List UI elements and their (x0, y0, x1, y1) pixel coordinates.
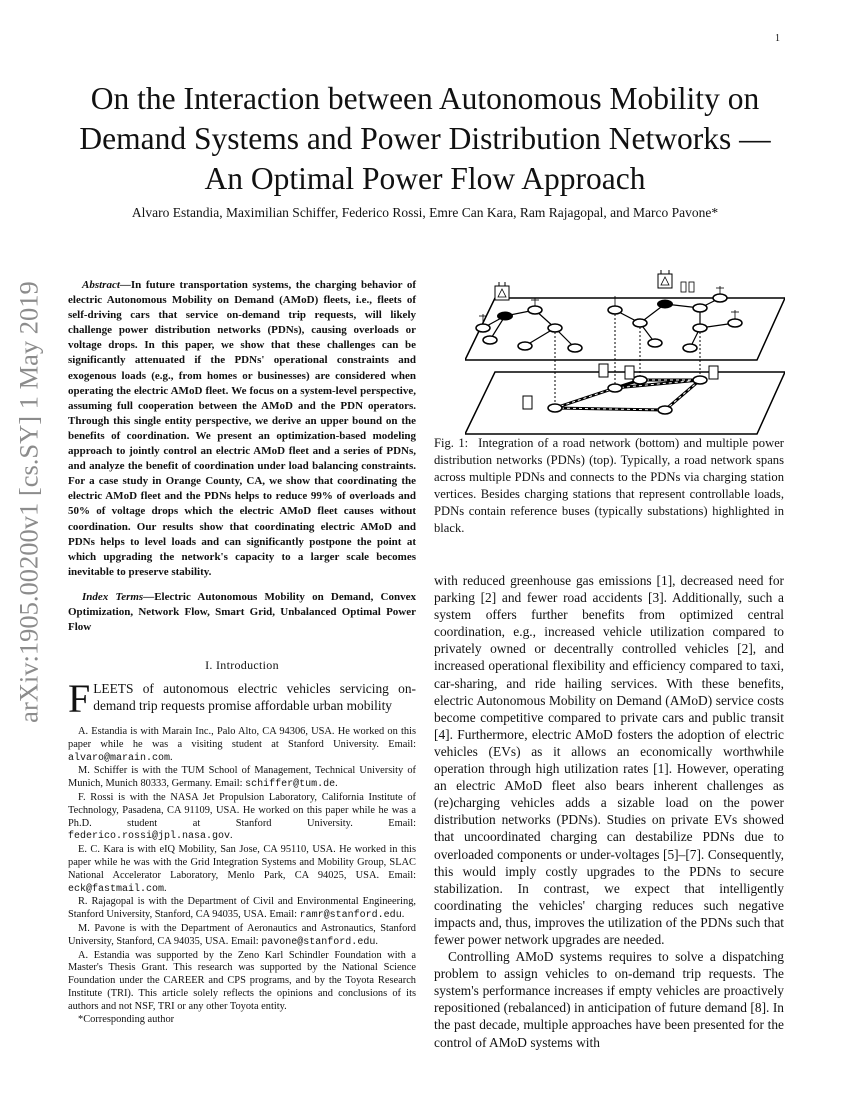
substation-icon (495, 282, 509, 300)
arxiv-identifier: arXiv:1905.00200v1 [cs.SY] 1 May 2019 (13, 281, 44, 723)
figure-label: Fig. 1: (434, 436, 469, 450)
footnotes (68, 726, 416, 1026)
email-link[interactable]: ramr@stanford.edu (299, 910, 402, 922)
drop-cap: F (68, 676, 91, 721)
body-text (434, 572, 784, 1051)
index-terms-text: Electric Autonomous Mobility on Demand, Convex Optimization, Network Flow, Smart Grid, Unbalanced Optimal Power Flow (68, 591, 416, 634)
email-link[interactable]: schiffer@tum.de (245, 779, 336, 791)
intro-lead-text: LEETS of autonomous electric vehicles servicing on-demand trip requests promise affordable urban mobility (93, 681, 416, 713)
index-terms-label: Index Terms— (82, 591, 155, 603)
arxiv-sidebar (2, 281, 56, 723)
reference-bus (497, 312, 513, 321)
footnote: M. Pavone is with the Department of Aeronautics and Astronautics, Stanford University, Stanford, CA 94035, USA. Email: pavone@stanford.edu. (68, 922, 416, 948)
page-number: 1 (775, 33, 780, 44)
footnote: *Corresponding author (78, 1013, 175, 1025)
footnote: A. Estandia was supported by the Zeno Karl Schindler Foundation with a Master's Thesis Grant. This research was supported by the National Science Foundation under the CAREER and CPS programs, and by the Toyota Research Institute (TRI). This article solely reflects the opinions and conclusions of its authors and not NSF, TRI or any other Toyota entity. (68, 949, 416, 1012)
email-link[interactable]: pavone@stanford.edu (261, 936, 376, 948)
road-plane (465, 372, 785, 434)
reference-bus (657, 300, 673, 309)
footnote: A. Estandia is with Marain Inc., Palo Alto, CA 94306, USA. He worked on this paper while he was a visiting student at Stanford University. Email: alvaro@marain.com. (68, 726, 416, 764)
abstract-text: In future transportation systems, the charging behavior of electric Autonomous Mobility on Demand (AMoD) fleets, i.e., fleets of self-driving cars that service on-demand trip requests, will likely challenge power distribution networks (PDNs), causing overloads or voltage drops. In this paper, we show that these challenges can be significantly attenuated if the PDNs' operational constraints and exogenous loads (e.g., from homes or businesses) are considered when operating the electric AMoD fleet. We focus on a system-level perspective, assuming full cooperation between the AMoD and the PDN operators. Through this single entity perspective, we derive an upper bound on the benefits of coordination. We present an optimization-based modeling approach to jointly control an electric AMoD fleet and a series of PDNs, and analyze the benefit of coordination under load balancing constraints. For a case study in Orange County, CA, we show that coordinating the electric AMoD fleet and the PDNs helps to reduce 99% of overloads and 50% of voltage drops which the electric AMoD fleet causes without coordination. Our results show that coordinating electric AMoD and PDNs helps to level loads and can significantly postpone the point at which upgrading the network's capacity to a larger scale becomes inevitable to preserve stability. (68, 279, 416, 578)
section-heading: I. Introduction (205, 658, 279, 672)
footnote: R. Rajagopal is with the Department of Civil and Environmental Engineering, Stanford University, Stanford, CA 94035, USA. Email: ramr@stanford.edu. (68, 896, 416, 922)
index-terms (68, 590, 416, 635)
footnote: E. C. Kara is with eIQ Mobility, San Jose, CA 95110, USA. He worked in this paper while he was with the Grid Integration Systems and Mobility Group, SLAC National Accelerator Laboratory, Menlo Park, CA 94025, USA. Email: eck@fastmail.com. (68, 844, 416, 895)
abstract (68, 278, 416, 580)
email-link[interactable]: federico.rossi@jpl.nasa.gov (68, 831, 231, 843)
substation-icon (658, 270, 672, 288)
intro-paragraph (68, 676, 416, 721)
figure-caption (434, 435, 784, 537)
body-paragraph: with reduced greenhouse gas emissions [1], decreased need for parking [2] and fewer road accidents [3]. Additionally, such a system offers further benefits from optimized central coordination, e.g., increased vehicle utilization compared to privately owned or decentrally controlled vehicles [2], and increased operational flexibility and efficiency compared to taxi, car-sharing, and ride hailing services. With these benefits, electric Autonomous Mobility on Demand (AMoD) service costs become competitive compared to private cars and public transit [4]. Furthermore, electric AMoD fosters the adoption of electric vehicles (EVs) as it allows an economically worthwhile operation through high utilization rates [1]. However, operating an electric AMoD fleet also bears inherent challenges as (re)charging vehicles adds a sizable load on the power distribution networks (PDNs). Studies on private EVs showed that uncoordinated charging can destabilize PDNs due to overloaded components or under-voltages [5]–[7]. Consequently, this would imply costly upgrades to the PDNs to secure stabilization. In contrast, we expect that intelligently coordinating the vehicles' charging reduces such negative impacts and, thus, improves the utilization of the PDNs such that fewer power network upgrades are needed. (434, 573, 784, 947)
abstract-label: Abstract— (82, 279, 131, 291)
figure-caption-text: Integration of a road network (bottom) and multiple power distribution networks (PDNs) (top). Typically, a road network spans across multiple PDNs and connects to the PDNs via charging station vertices. Besides charging stations that represent controllable loads, PDNs contain reference buses (typically substations) highlighted in black. (434, 436, 784, 535)
footnote: M. Schiffer is with the TUM School of Management, Technical University of Munich, Munich 80333, Germany. Email: schiffer@tum.de. (68, 765, 416, 791)
body-paragraph: Controlling AMoD systems requires to solve a dispatching problem to assign vehicles to on-demand trip requests. The system's performance increases if empty vehicles are proactively repositioned (rebalanced) in anticipation of future demand [8]. In the past decade, multiple approaches have been presented for the control of AMoD systems with (434, 949, 784, 1050)
network-figure (465, 268, 785, 438)
paper-title: On the Interaction between Autonomous Mobility on Demand Systems and Power Distribution Networks — An Optimal Power Flow Approach (79, 81, 771, 196)
email-link[interactable]: eck@fastmail.com (68, 883, 165, 895)
author-list: Alvaro Estandia, Maximilian Schiffer, Federico Rossi, Emre Can Kara, Ram Rajagopal, and Marco Pavone* (131, 205, 719, 220)
email-link[interactable]: alvaro@marain.com (68, 752, 171, 764)
footnote: F. Rossi is with the NASA Jet Propulsion Laboratory, California Institute of Technology, Pasadena, CA 91109, USA. He worked on this paper while he was a Ph.D. student at Stanford University. Email: federico.rossi@jpl.nasa.gov. (68, 791, 416, 843)
transformer-icon (681, 282, 694, 292)
pdn-plane (465, 298, 785, 360)
